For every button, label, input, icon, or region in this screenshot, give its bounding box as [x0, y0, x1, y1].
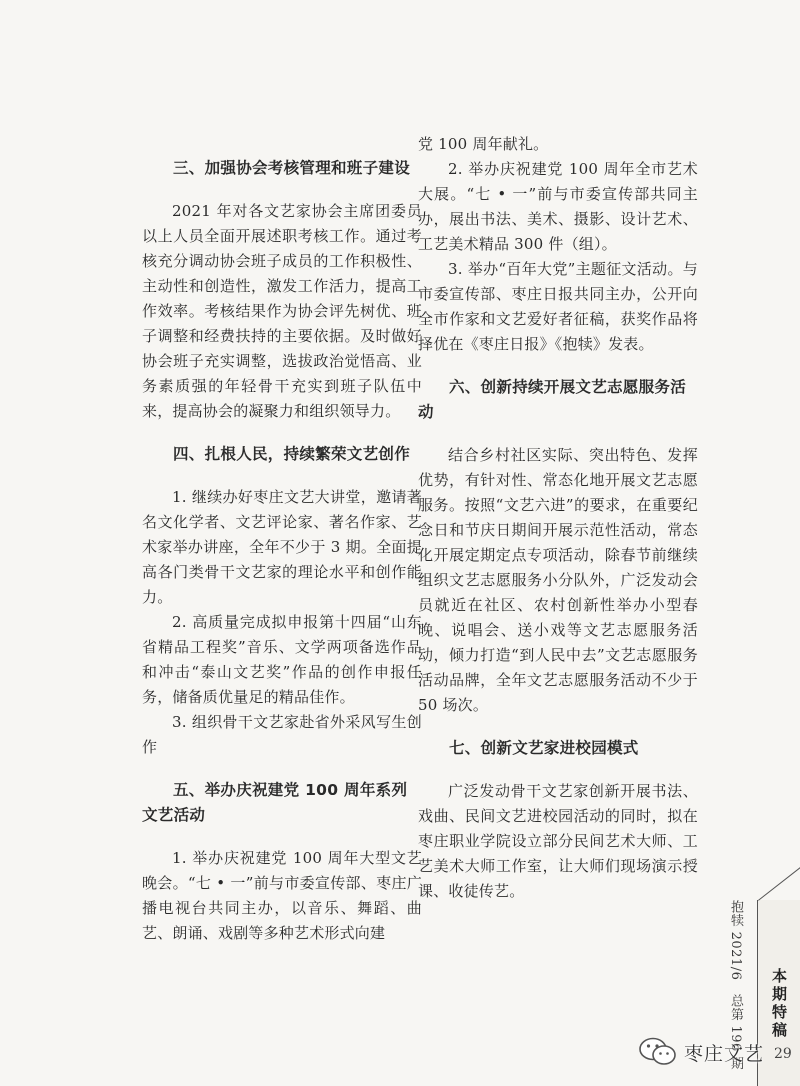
- section-4-paragraph-2: 2. 高质量完成拟申报第十四届“山东省精品工程奖”音乐、文学两项备选作品和冲击“泰山文艺奖”作品的创作申报任务，储备质优量足的精品佳作。: [142, 613, 422, 706]
- section-3-heading: 三、加强协会考核管理和班子建设: [173, 159, 411, 177]
- section-6-paragraph: 结合乡村社区实际、突出特色、发挥优势，有针对性、常态化地开展文艺志愿服务。按照“文艺六进”的要求，在重要纪念日和节庆日期间开展示范性活动，常态化开展定期定点专项活动，除春节前继续组织文艺志愿服务小分队外，广泛发动会员就近在社区、农村创新性举办小型春晚、说唱会、送小戏等文艺志愿服务活动，倾力打造“到人民中去”文艺志愿服务活动品牌，全年文艺志愿服务活动不少于 50 场次。: [418, 446, 698, 714]
- section-tab-diagonal: [758, 863, 800, 901]
- section-7-heading: 七、创新文艺家进校园模式: [449, 739, 639, 757]
- section-5-paragraph-1-continued: 党 100 周年献礼。: [418, 135, 549, 153]
- section-4-paragraph-1: 1. 继续办好枣庄文艺大讲堂，邀请著名文化学者、文艺评论家、著名作家、艺术家举办讲座，全年不少于 3 期。全面提高各门类骨干文艺家的理论水平和创作能力。: [142, 488, 422, 606]
- section-5-paragraph-2: 2. 举办庆祝建党 100 周年全市艺术大展。“七 • 一”前与市委宣传部共同主办，展出书法、美术、摄影、设计艺术、工艺美术精品 300 件（组）。: [418, 160, 698, 253]
- section-5-heading: 五、举办庆祝建党 100 周年系列文艺活动: [142, 781, 408, 824]
- watermark-text: 枣庄文艺: [684, 1042, 765, 1065]
- section-6-heading: 六、创新持续开展文艺志愿服务活动: [418, 378, 687, 421]
- right-column: [418, 132, 698, 904]
- page-number: 29: [774, 1046, 792, 1062]
- section-4-paragraph-3: 3. 组织骨干文艺家赴省外采风写生创作: [142, 713, 422, 756]
- section-tab-title: 本期特稿: [770, 968, 788, 1040]
- section-3-paragraph: 2021 年对各文艺家协会主席团委员以上人员全面开展述职考核工作。通过考核充分调动协会班子成员的工作积极性、主动性和创造性，激发工作活力，提高工作效率。考核结果作为协会评先树优、班子调整和经费扶持的主要依据。及时做好协会班子充实调整，选拔政治觉悟高、业务素质强的年轻骨干充实到班子队伍中来，提高协会的凝聚力和组织领导力。: [142, 202, 422, 420]
- section-5-paragraph-1: 1. 举办庆祝建党 100 周年大型文艺晚会。“七 • 一”前与市委宣传部、枣庄广播电视台共同主办，以音乐、舞蹈、曲艺、朗诵、戏剧等多种艺术形式向建: [142, 849, 422, 942]
- section-5-paragraph-3: 3. 举办“百年大党”主题征文活动。与市委宣传部、枣庄日报共同主办，公开向全市作家和文艺爱好者征稿，获奖作品将择优在《枣庄日报》《抱犊》发表。: [418, 260, 698, 353]
- section-4-heading: 四、扎根人民，持续繁荣文艺创作: [173, 445, 411, 463]
- section-7-paragraph: 广泛发动骨干文艺家创新开展书法、戏曲、民间文艺进校园活动的同时，拟在枣庄职业学院设立部分民间艺术大师、工艺美术大师工作室，让大师们现场演示授课、收徒传艺。: [418, 782, 698, 900]
- wechat-icon: [638, 1036, 678, 1068]
- left-column: [142, 132, 422, 946]
- journal-issue-info: 抱犊 2021/6 总第 196 期: [728, 900, 743, 1070]
- watermark: [638, 1034, 764, 1070]
